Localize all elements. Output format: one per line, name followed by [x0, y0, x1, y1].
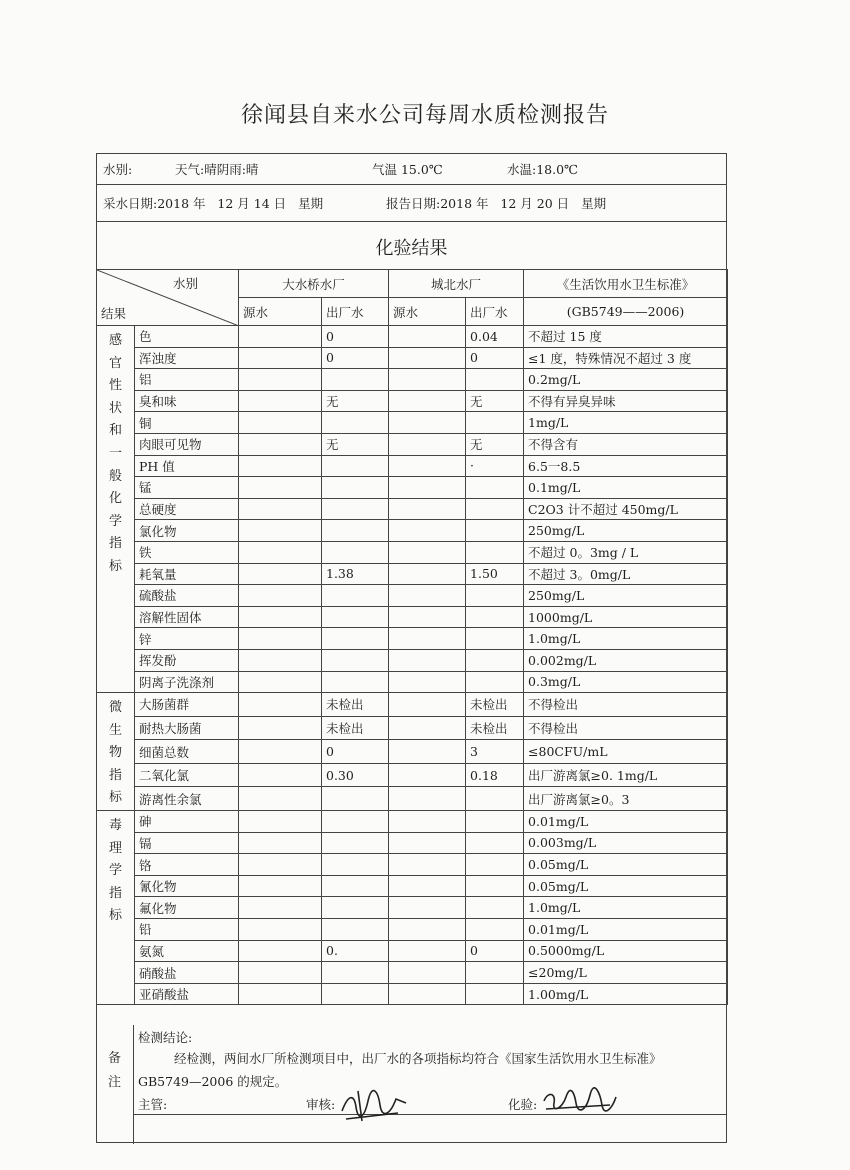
- standard-value: 0.1mg/L: [524, 477, 728, 499]
- plant2-out-value: ·: [466, 455, 524, 477]
- plant2-raw-value: [389, 811, 466, 833]
- table-row: [97, 763, 728, 787]
- plant2-raw-value: [389, 520, 466, 542]
- standard-value: 不超过 3。0mg/L: [524, 563, 728, 585]
- plant2-out-value: [466, 412, 524, 434]
- category-label-char: 生: [108, 722, 122, 738]
- plant2-out-value: 无: [466, 390, 524, 412]
- category-label: [97, 811, 135, 1005]
- report-date-field: 报告日期:2018 年 12 月 20 日 星期: [386, 196, 607, 211]
- divider: [97, 221, 726, 222]
- water-type-label: 水别:: [103, 162, 133, 177]
- category-label-char: 物: [108, 745, 122, 761]
- corner-top-label: 水别: [172, 276, 198, 291]
- supervisor-label: 主管:: [138, 1097, 168, 1112]
- handwritten-signature-icon: [338, 1085, 410, 1125]
- item-name: 氰化物: [135, 875, 239, 897]
- plant1-raw-value: [239, 369, 322, 391]
- table-row: [97, 787, 728, 811]
- plant2-raw-value: [389, 940, 466, 962]
- plant1-raw-value: [239, 563, 322, 585]
- category-label-char: 指: [108, 885, 122, 901]
- divider: [97, 184, 726, 185]
- category-label-char: 指: [108, 767, 122, 783]
- table-row: [97, 326, 728, 348]
- plant2-out-value: [466, 541, 524, 563]
- plant2-raw-value: [389, 671, 466, 693]
- table-row: [97, 628, 728, 650]
- standard-value: 0.05mg/L: [524, 854, 728, 876]
- item-name: 锌: [135, 628, 239, 650]
- plant2-out-value: [466, 369, 524, 391]
- notes-label-char: 注: [107, 1075, 121, 1090]
- standard-value: 1.0mg/L: [524, 628, 728, 650]
- category-label-char: 标: [108, 908, 122, 924]
- plant2-raw-value: [389, 919, 466, 941]
- category-label-char: 学: [108, 863, 122, 879]
- standard-value: 1000mg/L: [524, 606, 728, 628]
- standard-value: 不得检出: [524, 716, 728, 740]
- handwritten-signature-icon: [540, 1087, 620, 1117]
- plant1-raw-value: [239, 832, 322, 854]
- table-row: [97, 433, 728, 455]
- air-temp-field: 气温 15.0℃: [372, 162, 443, 177]
- plant2-raw-value: [389, 585, 466, 607]
- item-name: 硫酸盐: [135, 585, 239, 607]
- plant1-raw-value: [239, 940, 322, 962]
- plant1-raw-value: [239, 585, 322, 607]
- table-row: [97, 390, 728, 412]
- table-row: [97, 649, 728, 671]
- category-label-char: 标: [108, 790, 122, 806]
- reviewer-label: 审核:: [306, 1097, 336, 1112]
- standard-value: 出厂游离氯≥0。3: [524, 787, 728, 811]
- plant1-out-value: [322, 520, 389, 542]
- plant1-out-value: [322, 919, 389, 941]
- category-label-char: 般: [108, 468, 122, 484]
- plant2-raw-value: [389, 433, 466, 455]
- plant2-raw-value: [389, 477, 466, 499]
- plant2-out-value: [466, 811, 524, 833]
- plant2-out-value: 1.50: [466, 563, 524, 585]
- water-temp-field: 水温:18.0℃: [507, 162, 579, 177]
- plant1-out-value: 1.38: [322, 563, 389, 585]
- plant1-out-value: [322, 628, 389, 650]
- plant1-raw-value: [239, 541, 322, 563]
- item-name: 溶解性固体: [135, 606, 239, 628]
- table-row: [97, 455, 728, 477]
- plant2-raw-value: [389, 693, 466, 717]
- plant1-out-value: 未检出: [322, 716, 389, 740]
- plant2-raw-value: [389, 606, 466, 628]
- plant1-out-value: [322, 455, 389, 477]
- category-label-char: 感: [108, 333, 122, 348]
- plant1-out-value: [322, 787, 389, 811]
- table-row: [97, 520, 728, 542]
- plant2-out-value: [466, 854, 524, 876]
- item-name: 臭和味: [135, 390, 239, 412]
- table-row: [97, 919, 728, 941]
- standard-title: 《生活饮用水卫生标准》: [524, 270, 728, 298]
- category-label: [97, 693, 135, 811]
- plant2-raw-value: [389, 628, 466, 650]
- plant1-out-value: [322, 832, 389, 854]
- plant2-out-value: [466, 832, 524, 854]
- table-row: [97, 606, 728, 628]
- standard-value: 不超过 15 度: [524, 326, 728, 348]
- plant2-header: 城北水厂: [389, 270, 524, 298]
- plant2-out-value: [466, 983, 524, 1005]
- item-name: 锰: [135, 477, 239, 499]
- table-row: [97, 875, 728, 897]
- category-label-char: 性: [108, 378, 122, 394]
- plant1-raw-value: [239, 763, 322, 787]
- table-row: [97, 671, 728, 693]
- plant2-out-value: [466, 919, 524, 941]
- table-row: [97, 347, 728, 369]
- table-row: [97, 832, 728, 854]
- standard-value: 0.002mg/L: [524, 649, 728, 671]
- table-row: [97, 369, 728, 391]
- plant1-out-value: [322, 671, 389, 693]
- corner-bottom-label: 结果: [101, 306, 127, 321]
- item-name: 耗氧量: [135, 563, 239, 585]
- plant1-raw-value: [239, 390, 322, 412]
- conclusion-label: 检测结论:: [138, 1030, 193, 1045]
- plant1-raw-value: [239, 347, 322, 369]
- plant2-raw-value: [389, 897, 466, 919]
- plant1-raw-value: [239, 649, 322, 671]
- plant1-out-value: [322, 983, 389, 1005]
- category-label-char: 状: [108, 400, 122, 416]
- plant2-raw-value: [389, 369, 466, 391]
- item-name: 肉眼可见物: [135, 433, 239, 455]
- item-name: 镉: [135, 832, 239, 854]
- item-name: 亚硝酸盐: [135, 983, 239, 1005]
- plant1-raw-value: [239, 787, 322, 811]
- plant1-raw-value: [239, 477, 322, 499]
- notes-label: [96, 1025, 134, 1144]
- standard-value: 0.05mg/L: [524, 875, 728, 897]
- standard-value: 0.01mg/L: [524, 919, 728, 941]
- item-name: 总硬度: [135, 498, 239, 520]
- plant2-raw-value: [389, 326, 466, 348]
- table-row: [97, 412, 728, 434]
- plant2-raw-value: [389, 412, 466, 434]
- item-name: 铅: [135, 919, 239, 941]
- plant1-raw-value: [239, 875, 322, 897]
- item-name: 阴离子洗涤剂: [135, 671, 239, 693]
- plant1-raw-value: [239, 811, 322, 833]
- table-row: [97, 585, 728, 607]
- plant2-out-value: [466, 520, 524, 542]
- table-row: [97, 854, 728, 876]
- section-title: 化验结果: [375, 238, 448, 259]
- plant2-out-value: [466, 498, 524, 520]
- plant1-raw-value: [239, 455, 322, 477]
- standard-value: 不得检出: [524, 693, 728, 717]
- plant2-out-value: [466, 962, 524, 984]
- item-name: 挥发酚: [135, 649, 239, 671]
- plant2-raw-value: [389, 455, 466, 477]
- item-name: 二氧化氯: [135, 763, 239, 787]
- item-name: 氯化物: [135, 520, 239, 542]
- notes-section: [96, 1025, 727, 1144]
- table-row: [97, 962, 728, 984]
- plant2-raw-header: 源水: [389, 298, 466, 326]
- plant1-out-value: 无: [322, 433, 389, 455]
- plant2-raw-value: [389, 763, 466, 787]
- plant1-raw-value: [239, 433, 322, 455]
- plant1-raw-value: [239, 628, 322, 650]
- category-label-char: 毒: [108, 818, 122, 834]
- item-name: 色: [135, 326, 239, 348]
- item-name: 铝: [135, 369, 239, 391]
- standard-value: 不超过 0。3mg / L: [524, 541, 728, 563]
- plant2-raw-value: [389, 983, 466, 1005]
- item-name: 细菌总数: [135, 740, 239, 764]
- plant1-raw-value: [239, 854, 322, 876]
- category-label-char: 学: [108, 513, 122, 529]
- sample-date-field: 采水日期:2018 年 12 月 14 日 星期: [103, 196, 324, 211]
- plant1-out-value: [322, 962, 389, 984]
- plant1-out-value: 0.: [322, 940, 389, 962]
- plant1-raw-value: [239, 412, 322, 434]
- plant1-out-value: [322, 897, 389, 919]
- plant1-out-value: [322, 412, 389, 434]
- standard-value: ≤20mg/L: [524, 962, 728, 984]
- corner-cell: [97, 270, 239, 326]
- table-row: [97, 740, 728, 764]
- standard-value: 6.5一8.5: [524, 455, 728, 477]
- item-name: 铁: [135, 541, 239, 563]
- plant1-header: 大水桥水厂: [239, 270, 389, 298]
- plant1-out-value: 未检出: [322, 693, 389, 717]
- standard-value: 250mg/L: [524, 520, 728, 542]
- plant1-raw-value: [239, 693, 322, 717]
- table-row: [97, 477, 728, 499]
- plant2-raw-value: [389, 787, 466, 811]
- plant1-out-value: [322, 854, 389, 876]
- plant1-raw-value: [239, 606, 322, 628]
- plant1-raw-value: [239, 520, 322, 542]
- plant1-out-value: [322, 811, 389, 833]
- plant2-out-value: [466, 875, 524, 897]
- item-name: 硝酸盐: [135, 962, 239, 984]
- plant2-raw-value: [389, 716, 466, 740]
- conclusion-line1: 经检测，两间水厂所检测项目中，出厂水的各项指标均符合《国家生活饮用水卫生标准》: [174, 1051, 662, 1066]
- plant2-out-value: 0.18: [466, 763, 524, 787]
- standard-value: 1.00mg/L: [524, 983, 728, 1005]
- category-label-char: 和: [108, 423, 122, 439]
- plant2-raw-value: [389, 854, 466, 876]
- plant1-raw-value: [239, 962, 322, 984]
- plant2-raw-value: [389, 649, 466, 671]
- plant2-raw-value: [389, 498, 466, 520]
- item-name: 大肠菌群: [135, 693, 239, 717]
- plant1-out-header: 出厂水: [322, 298, 389, 326]
- standard-value: 1mg/L: [524, 412, 728, 434]
- report-sheet: [96, 153, 727, 1143]
- standard-value: ≤80CFU/mL: [524, 740, 728, 764]
- standard-value: 250mg/L: [524, 585, 728, 607]
- plant2-out-header: 出厂水: [466, 298, 524, 326]
- plant2-out-value: 3: [466, 740, 524, 764]
- standard-value: C2O3 计不超过 450mg/L: [524, 498, 728, 520]
- divider: [134, 1114, 727, 1115]
- item-name: PH 值: [135, 455, 239, 477]
- plant1-raw-value: [239, 740, 322, 764]
- plant1-raw-value: [239, 716, 322, 740]
- notes-label-char: 备: [107, 1051, 121, 1066]
- plant1-out-value: [322, 369, 389, 391]
- plant1-raw-header: 源水: [239, 298, 322, 326]
- plant1-out-value: [322, 585, 389, 607]
- plant1-out-value: [322, 875, 389, 897]
- category-label-char: 一: [108, 445, 122, 461]
- standard-value: 0.2mg/L: [524, 369, 728, 391]
- standard-value: 出厂游离氯≥0. 1mg/L: [524, 763, 728, 787]
- plant1-out-value: [322, 541, 389, 563]
- plant2-raw-value: [389, 390, 466, 412]
- plant2-out-value: 0: [466, 940, 524, 962]
- table-row: [97, 940, 728, 962]
- standard-value: 0.003mg/L: [524, 832, 728, 854]
- table-row: [97, 498, 728, 520]
- table-row: [97, 983, 728, 1005]
- standard-value: 0.3mg/L: [524, 671, 728, 693]
- plant1-out-value: 0: [322, 326, 389, 348]
- plant2-raw-value: [389, 875, 466, 897]
- category-label: [97, 326, 135, 693]
- plant1-raw-value: [239, 897, 322, 919]
- plant2-raw-value: [389, 832, 466, 854]
- plant1-out-value: 0: [322, 347, 389, 369]
- plant2-out-value: [466, 628, 524, 650]
- table-row: [97, 541, 728, 563]
- category-label-char: 微: [108, 700, 122, 716]
- plant1-raw-value: [239, 919, 322, 941]
- table-row: [97, 716, 728, 740]
- plant1-raw-value: [239, 671, 322, 693]
- report-title: 徐闻县自来水公司每周水质检测报告: [240, 103, 609, 128]
- plant1-out-value: 无: [322, 390, 389, 412]
- plant1-out-value: [322, 498, 389, 520]
- category-label-char: 官: [108, 355, 122, 371]
- conclusion-line2: GB5749—2006 的规定。: [138, 1074, 288, 1089]
- category-label-char: 标: [108, 558, 122, 574]
- standard-value: 不得有异臭异味: [524, 390, 728, 412]
- item-name: 耐热大肠菌: [135, 716, 239, 740]
- plant2-out-value: 0.04: [466, 326, 524, 348]
- standard-value: 0.01mg/L: [524, 811, 728, 833]
- plant1-out-value: 0: [322, 740, 389, 764]
- category-label-char: 理: [108, 840, 122, 856]
- plant2-out-value: 无: [466, 433, 524, 455]
- results-table: [96, 269, 728, 1005]
- standard-value: 1.0mg/L: [524, 897, 728, 919]
- header-row: [97, 270, 728, 298]
- plant2-out-value: [466, 585, 524, 607]
- table-row: [97, 811, 728, 833]
- plant2-out-value: [466, 787, 524, 811]
- plant2-out-value: 0: [466, 347, 524, 369]
- item-name: 浑浊度: [135, 347, 239, 369]
- item-name: 氨氮: [135, 940, 239, 962]
- plant2-out-value: 未检出: [466, 693, 524, 717]
- item-name: 砷: [135, 811, 239, 833]
- standard-value: 0.5000mg/L: [524, 940, 728, 962]
- item-name: 铬: [135, 854, 239, 876]
- plant2-raw-value: [389, 740, 466, 764]
- category-label-char: 指: [108, 536, 122, 552]
- weather-field: 天气:晴阴雨:晴: [175, 162, 259, 177]
- plant2-raw-value: [389, 347, 466, 369]
- plant1-raw-value: [239, 326, 322, 348]
- plant2-raw-value: [389, 563, 466, 585]
- table-row: [97, 693, 728, 717]
- tester-label: 化验:: [508, 1097, 538, 1112]
- plant1-out-value: 0.30: [322, 763, 389, 787]
- table-row: [97, 897, 728, 919]
- plant1-raw-value: [239, 498, 322, 520]
- item-name: 游离性余氯: [135, 787, 239, 811]
- plant2-out-value: [466, 649, 524, 671]
- plant2-out-value: 未检出: [466, 716, 524, 740]
- plant2-out-value: [466, 606, 524, 628]
- plant1-out-value: [322, 606, 389, 628]
- table-row: [97, 563, 728, 585]
- standard-value: ≤1 度，特殊情况不超过 3 度: [524, 347, 728, 369]
- plant1-out-value: [322, 477, 389, 499]
- plant2-out-value: [466, 671, 524, 693]
- plant2-raw-value: [389, 541, 466, 563]
- plant1-out-value: [322, 649, 389, 671]
- standard-value: 不得含有: [524, 433, 728, 455]
- plant2-raw-value: [389, 962, 466, 984]
- plant2-out-value: [466, 477, 524, 499]
- item-name: 铜: [135, 412, 239, 434]
- plant1-raw-value: [239, 983, 322, 1005]
- plant2-out-value: [466, 897, 524, 919]
- category-label-char: 化: [108, 491, 122, 507]
- item-name: 氟化物: [135, 897, 239, 919]
- standard-code: (GB5749——2006): [524, 298, 728, 326]
